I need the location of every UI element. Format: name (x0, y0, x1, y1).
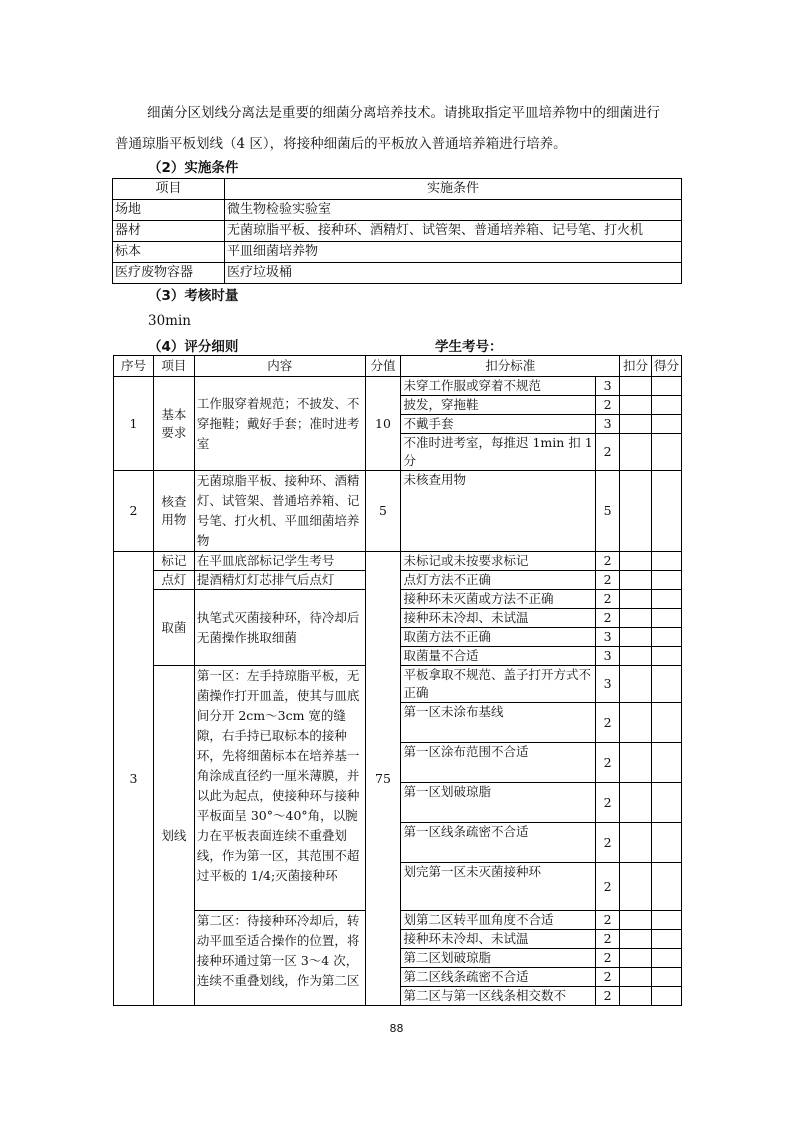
criteria-text: 划完第一区未灭菌接种环 (401, 863, 596, 911)
obtained-cell (651, 415, 681, 434)
criteria-points: 2 (596, 911, 620, 930)
row3-mark-content: 在平皿底部标记学生考号 (194, 552, 365, 571)
criteria-points: 2 (596, 396, 620, 415)
deduct-cell (620, 590, 652, 609)
conditions-table (112, 178, 682, 284)
row3-take-item: 取菌 (153, 590, 194, 666)
table-row (114, 471, 682, 552)
obtained-cell (651, 823, 681, 863)
table-row (113, 242, 682, 263)
header-no: 序号 (114, 356, 154, 377)
deduct-cell (620, 396, 652, 415)
row3-streak-item: 划线 (153, 666, 194, 1006)
criteria-text: 取菌方法不正确 (401, 628, 596, 647)
table-row (113, 200, 682, 221)
header-content: 内容 (194, 356, 365, 377)
row2-item: 核查用物 (153, 471, 194, 552)
criteria-points: 2 (596, 571, 620, 590)
obtained-cell (651, 911, 681, 930)
conditions-header-condition: 实施条件 (225, 179, 682, 200)
deduct-cell (620, 968, 652, 987)
row2-score: 5 (365, 471, 401, 552)
row1-content: 工作服穿着规范；不披发、不穿拖鞋；戴好手套；准时进考室 (194, 377, 365, 471)
criteria-points: 2 (596, 590, 620, 609)
table-cell: 平皿细菌培养物 (225, 242, 682, 263)
deduct-cell (620, 987, 652, 1006)
criteria-text: 接种环未冷却、未试温 (401, 930, 596, 949)
table-row (114, 377, 682, 396)
criteria-points: 2 (596, 949, 620, 968)
criteria-points: 2 (596, 434, 620, 471)
criteria-points: 2 (596, 783, 620, 823)
criteria-text: 划第二区转平皿角度不合适 (401, 911, 596, 930)
criteria-text: 接种环未冷却、未试温 (401, 609, 596, 628)
deduct-cell (620, 911, 652, 930)
row3-score: 75 (365, 552, 401, 1006)
criteria-points: 2 (596, 968, 620, 987)
row3-streak-content-2: 第二区：待接种环冷却后，转动平皿至适合操作的位置，将接种环通过第一区 3～4 次，连续不重叠划线，作为第二区 (194, 911, 365, 1006)
criteria-text: 第二区线条疏密不合适 (401, 968, 596, 987)
obtained-cell (651, 571, 681, 590)
criteria-text: 不戴手套 (401, 415, 596, 434)
deduct-cell (620, 783, 652, 823)
criteria-text: 取菌量不合适 (401, 647, 596, 666)
row3-take-content: 执笔式灭菌接种环，待冷却后无菌操作挑取细菌 (194, 590, 365, 666)
deduct-cell (620, 930, 652, 949)
obtained-cell (651, 434, 681, 471)
row1-score: 10 (365, 377, 401, 471)
deduct-cell (620, 471, 652, 552)
section-conditions-heading: （2）实施条件 (148, 160, 239, 176)
intro-paragraph (115, 98, 680, 160)
criteria-text: 第一区未涂布基线 (401, 703, 596, 743)
deduct-cell (620, 552, 652, 571)
criteria-text: 第一区划破琼脂 (401, 783, 596, 823)
criteria-text: 未穿工作服或穿着不规范 (401, 377, 596, 396)
criteria-text: 接种环未灭菌或方法不正确 (401, 590, 596, 609)
table-cell: 场地 (113, 200, 225, 221)
intro-line-2: 普通琼脂平板划线（4 区），将接种细菌后的平板放入普通培养箱进行培养。 (115, 136, 567, 152)
scoring-table (113, 355, 682, 1006)
obtained-cell (651, 703, 681, 743)
criteria-points: 5 (596, 471, 620, 552)
criteria-points: 3 (596, 647, 620, 666)
criteria-text: 平板拿取不规范、盖子打开方式不正确 (401, 666, 596, 703)
row3-streak-content-1: 第一区：左手持琼脂平板，无菌操作打开皿盖，使其与皿底间分开 2cm～3cm 宽的缝隙，右手持已取标本的接种环，先将细菌标本在培养基一角涂成直径约一厘米薄膜，并以此为起点，使接种环与接种平板面呈 30°～40°角，以腕力在平板表面连续不重叠划线，作为第一区，其范围不超过平板的 1/4;灭菌接种环 (194, 666, 365, 911)
criteria-text: 第一区涂布范围不合适 (401, 743, 596, 783)
deduct-cell (620, 666, 652, 703)
time-value: 30min (148, 313, 191, 329)
row1-no: 1 (114, 377, 154, 471)
table-cell: 微生物检验实验室 (225, 200, 682, 221)
obtained-cell (651, 628, 681, 647)
criteria-points: 2 (596, 930, 620, 949)
obtained-cell (651, 647, 681, 666)
obtained-cell (651, 609, 681, 628)
deduct-cell (620, 571, 652, 590)
intro-line-1: 细菌分区划线分离法是重要的细菌分离培养技术。请挑取指定平皿培养物中的细菌进行 (147, 105, 660, 121)
criteria-text: 未标记或未按要求标记 (401, 552, 596, 571)
deduct-cell (620, 647, 652, 666)
criteria-text: 不准时进考室，每推迟 1min 扣 1 分 (401, 434, 596, 471)
deduct-cell (620, 949, 652, 968)
table-cell: 医疗废物容器 (113, 263, 225, 284)
criteria-text: 披发，穿拖鞋 (401, 396, 596, 415)
header-criteria: 扣分标准 (401, 356, 620, 377)
deduct-cell (620, 863, 652, 911)
conditions-header-item: 项目 (113, 179, 225, 200)
student-id-label: 学生考号： (435, 339, 503, 355)
obtained-cell (651, 552, 681, 571)
table-cell: 无菌琼脂平板、接种环、酒精灯、试管架、普通培养箱、记号笔、打火机 (225, 221, 682, 242)
obtained-cell (651, 471, 681, 552)
criteria-points: 2 (596, 987, 620, 1006)
criteria-points: 3 (596, 377, 620, 396)
table-row (113, 221, 682, 242)
criteria-points: 2 (596, 863, 620, 911)
deduct-cell (620, 628, 652, 647)
criteria-points: 2 (596, 609, 620, 628)
deduct-cell (620, 609, 652, 628)
criteria-text: 未核查用物 (401, 471, 596, 552)
header-obtained: 得分 (651, 356, 681, 377)
row1-item: 基本要求 (153, 377, 194, 471)
deduct-cell (620, 415, 652, 434)
row3-mark-item: 标记 (153, 552, 194, 571)
obtained-cell (651, 949, 681, 968)
page-number: 88 (389, 1022, 404, 1035)
obtained-cell (651, 930, 681, 949)
section-scoring-heading: （4）评分细则 (148, 339, 239, 355)
criteria-text: 第二区划破琼脂 (401, 949, 596, 968)
deduct-cell (620, 434, 652, 471)
criteria-points: 2 (596, 552, 620, 571)
criteria-points: 3 (596, 666, 620, 703)
table-cell: 器材 (113, 221, 225, 242)
obtained-cell (651, 396, 681, 415)
criteria-points: 3 (596, 415, 620, 434)
header-score: 分值 (365, 356, 401, 377)
deduct-cell (620, 377, 652, 396)
obtained-cell (651, 377, 681, 396)
obtained-cell (651, 863, 681, 911)
obtained-cell (651, 783, 681, 823)
header-item: 项目 (153, 356, 194, 377)
table-cell: 标本 (113, 242, 225, 263)
criteria-text: 点灯方法不正确 (401, 571, 596, 590)
deduct-cell (620, 703, 652, 743)
row2-no: 2 (114, 471, 154, 552)
row3-no: 3 (114, 552, 154, 1006)
deduct-cell (620, 823, 652, 863)
obtained-cell (651, 987, 681, 1006)
row3-light-item: 点灯 (153, 571, 194, 590)
criteria-points: 2 (596, 703, 620, 743)
section-time-heading: （3）考核时量 (148, 288, 239, 304)
criteria-points: 2 (596, 743, 620, 783)
row2-content: 无菌琼脂平板、接种环、酒精灯、试管架、普通培养箱、记号笔、打火机、平皿细菌培养物 (194, 471, 365, 552)
obtained-cell (651, 666, 681, 703)
deduct-cell (620, 743, 652, 783)
criteria-text: 第一区线条疏密不合适 (401, 823, 596, 863)
obtained-cell (651, 743, 681, 783)
table-row (113, 263, 682, 284)
row3-light-content: 提酒精灯灯芯排气后点灯 (194, 571, 365, 590)
obtained-cell (651, 590, 681, 609)
obtained-cell (651, 968, 681, 987)
criteria-points: 2 (596, 823, 620, 863)
criteria-points: 3 (596, 628, 620, 647)
table-row (114, 552, 682, 571)
criteria-text: 第二区与第一区线条相交数不 (401, 987, 596, 1006)
header-deduct: 扣分 (620, 356, 652, 377)
scoring-header-row (114, 356, 682, 377)
table-cell: 医疗垃圾桶 (225, 263, 682, 284)
